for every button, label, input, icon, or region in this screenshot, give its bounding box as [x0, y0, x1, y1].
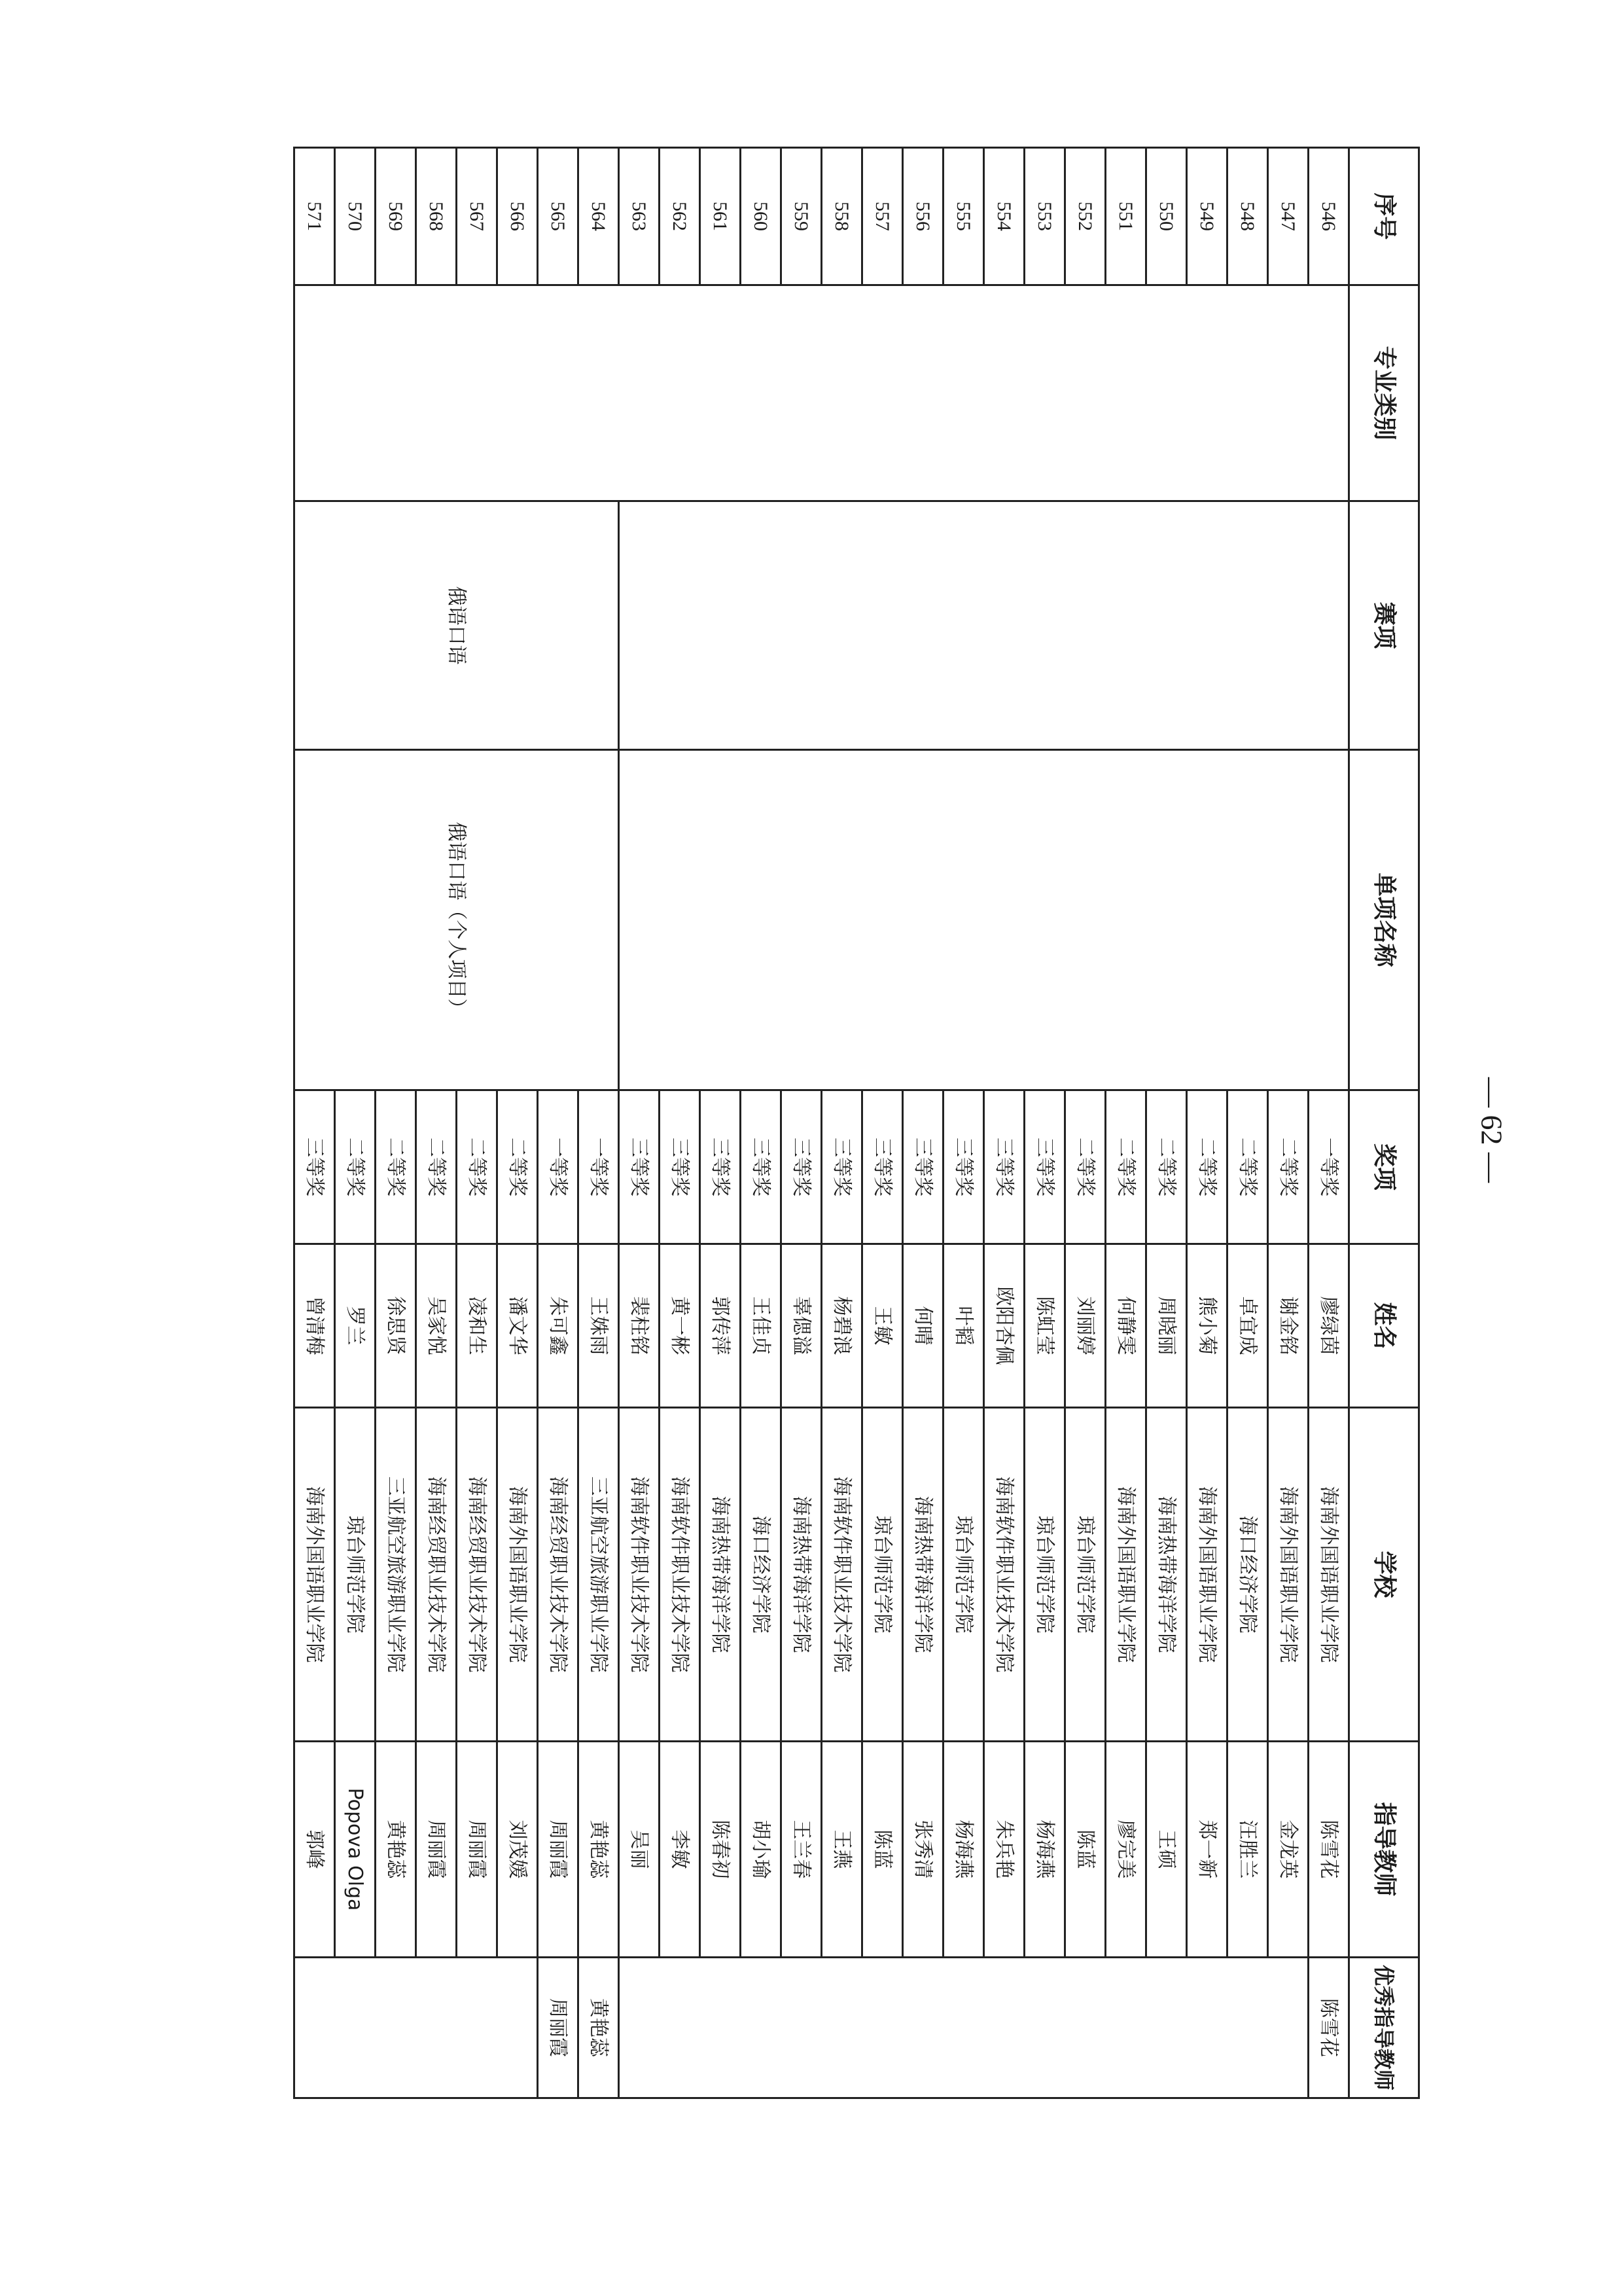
cell-teacher: 陈雪花	[1309, 1742, 1349, 1958]
cell-award: 二等奖	[497, 1090, 538, 1244]
cell-school: 海南软件职业技术学院	[660, 1408, 700, 1742]
cell-name: 王佳贞	[741, 1244, 781, 1408]
cell-school: 三亚航空旅游职业学院	[578, 1408, 619, 1742]
cell-seq: 554	[984, 148, 1025, 285]
cell-category	[294, 285, 1349, 501]
cell-teacher: 周丽霞	[457, 1742, 497, 1958]
cell-seq: 568	[416, 148, 457, 285]
cell-teacher: 周丽霞	[538, 1742, 578, 1958]
cell-seq: 560	[741, 148, 781, 285]
cell-seq: 553	[1025, 148, 1065, 285]
cell-excellent-empty-2	[294, 1958, 538, 2098]
cell-name: 黄一彬	[660, 1244, 700, 1408]
cell-seq: 563	[619, 148, 660, 285]
cell-teacher: 陈春初	[700, 1742, 741, 1958]
cell-seq: 566	[497, 148, 538, 285]
cell-name: 裴柱铭	[619, 1244, 660, 1408]
cell-name: 叶韬	[944, 1244, 984, 1408]
cell-teacher: 汪胜兰	[1227, 1742, 1268, 1958]
cell-school: 海南外国语职业学院	[497, 1408, 538, 1742]
cell-name: 欧阳杏佩	[984, 1244, 1025, 1408]
cell-teacher: 郭峰	[294, 1742, 335, 1958]
cell-award: 三等奖	[294, 1090, 335, 1244]
cell-school: 海南外国语职业学院	[1187, 1408, 1227, 1742]
cell-school: 海南热带海洋学院	[781, 1408, 822, 1742]
table-row	[1309, 148, 1349, 2098]
cell-name: 辜偲溢	[781, 1244, 822, 1408]
cell-name: 刘丽婷	[1065, 1244, 1106, 1408]
cell-award: 二等奖	[1065, 1090, 1106, 1244]
cell-seq: 559	[781, 148, 822, 285]
cell-teacher: 朱兵艳	[984, 1742, 1025, 1958]
cell-teacher: 杨海燕	[1025, 1742, 1065, 1958]
cell-teacher: 金龙英	[1268, 1742, 1309, 1958]
col-header-event: 赛项	[1349, 501, 1419, 750]
cell-excellent-g2a: 黄艳蕊	[578, 1958, 619, 2098]
cell-seq: 547	[1268, 148, 1309, 285]
cell-award: 三等奖	[984, 1090, 1025, 1244]
cell-name: 何晴	[903, 1244, 944, 1408]
cell-award: 二等奖	[1146, 1090, 1187, 1244]
cell-name: 陈虹莹	[1025, 1244, 1065, 1408]
cell-award: 二等奖	[376, 1090, 416, 1244]
cell-school: 海口经济学院	[741, 1408, 781, 1742]
cell-school: 琼台师范学院	[862, 1408, 903, 1742]
cell-name: 谢金铭	[1268, 1244, 1309, 1408]
page-number: — 62 —	[1475, 1077, 1509, 1183]
cell-event-group-1	[619, 501, 1349, 750]
cell-name: 廖绿茵	[1309, 1244, 1349, 1408]
cell-teacher: 黄艳蕊	[376, 1742, 416, 1958]
cell-seq: 561	[700, 148, 741, 285]
cell-award: 三等奖	[781, 1090, 822, 1244]
cell-teacher: 王硕	[1146, 1742, 1187, 1958]
cell-name: 吴家悦	[416, 1244, 457, 1408]
cell-award: 三等奖	[1025, 1090, 1065, 1244]
cell-name: 周晓丽	[1146, 1244, 1187, 1408]
cell-seq: 567	[457, 148, 497, 285]
cell-seq: 550	[1146, 148, 1187, 285]
cell-name: 杨碧浪	[822, 1244, 862, 1408]
cell-award: 二等奖	[457, 1090, 497, 1244]
cell-teacher: 王兰春	[781, 1742, 822, 1958]
cell-school: 琼台师范学院	[1065, 1408, 1106, 1742]
cell-teacher: 胡小瑜	[741, 1742, 781, 1958]
col-header-teacher: 指导教师	[1349, 1742, 1419, 1958]
cell-seq: 548	[1227, 148, 1268, 285]
cell-seq: 565	[538, 148, 578, 285]
cell-teacher: 黄艳蕊	[578, 1742, 619, 1958]
cell-award: 二等奖	[416, 1090, 457, 1244]
cell-school: 海南软件职业技术学院	[984, 1408, 1025, 1742]
cell-school: 琼台师范学院	[944, 1408, 984, 1742]
cell-name: 卓宜成	[1227, 1244, 1268, 1408]
cell-seq: 571	[294, 148, 335, 285]
col-header-excellent: 优秀指导教师	[1349, 1958, 1419, 2098]
cell-seq: 549	[1187, 148, 1227, 285]
cell-sub-event-group-2: 俄语口语（个人项目）	[294, 750, 619, 1090]
cell-name: 罗兰	[335, 1244, 376, 1408]
cell-teacher: 陈蓝	[862, 1742, 903, 1958]
cell-name: 徐思贤	[376, 1244, 416, 1408]
cell-teacher: 张秀清	[903, 1742, 944, 1958]
cell-award: 一等奖	[538, 1090, 578, 1244]
cell-seq: 556	[903, 148, 944, 285]
col-header-sub-event: 单项名称	[1349, 750, 1419, 1090]
cell-school: 琼台师范学院	[1025, 1408, 1065, 1742]
cell-name: 王敏	[862, 1244, 903, 1408]
cell-school: 海南热带海洋学院	[700, 1408, 741, 1742]
cell-name: 曾清梅	[294, 1244, 335, 1408]
col-header-award: 奖项	[1349, 1090, 1419, 1244]
cell-teacher: 李敏	[660, 1742, 700, 1958]
header-row	[1349, 148, 1419, 2098]
cell-name: 潘文华	[497, 1244, 538, 1408]
cell-name: 郭传萍	[700, 1244, 741, 1408]
cell-school: 海南外国语职业学院	[1268, 1408, 1309, 1742]
cell-award: 三等奖	[903, 1090, 944, 1244]
cell-seq: 552	[1065, 148, 1106, 285]
rotated-table-wrapper	[297, 147, 1420, 2097]
cell-school: 海南热带海洋学院	[1146, 1408, 1187, 1742]
cell-seq: 555	[944, 148, 984, 285]
cell-name: 王姝雨	[578, 1244, 619, 1408]
col-header-school: 学校	[1349, 1408, 1419, 1742]
cell-excellent-empty-1	[619, 1958, 1309, 2098]
cell-award: 三等奖	[822, 1090, 862, 1244]
cell-award: 三等奖	[660, 1090, 700, 1244]
cell-school: 海南外国语职业学院	[1106, 1408, 1146, 1742]
cell-seq: 557	[862, 148, 903, 285]
cell-award: 二等奖	[1268, 1090, 1309, 1244]
cell-teacher: 杨海燕	[944, 1742, 984, 1958]
cell-teacher: 王燕	[822, 1742, 862, 1958]
cell-name: 朱可鑫	[538, 1244, 578, 1408]
cell-school: 海南经贸职业技术学院	[457, 1408, 497, 1742]
cell-seq: 569	[376, 148, 416, 285]
cell-school: 海南经贸职业技术学院	[416, 1408, 457, 1742]
cell-award: 一等奖	[578, 1090, 619, 1244]
cell-school: 海南软件职业技术学院	[619, 1408, 660, 1742]
cell-seq: 558	[822, 148, 862, 285]
cell-award: 二等奖	[1187, 1090, 1227, 1244]
cell-teacher: 郑一新	[1187, 1742, 1227, 1958]
cell-event-group-2: 俄语口语	[294, 501, 619, 750]
cell-award: 二等奖	[1227, 1090, 1268, 1244]
awards-table	[293, 147, 1420, 2099]
cell-award: 二等奖	[335, 1090, 376, 1244]
cell-name: 凌和生	[457, 1244, 497, 1408]
cell-award: 三等奖	[862, 1090, 903, 1244]
cell-teacher: 陈蓝	[1065, 1742, 1106, 1958]
cell-award: 三等奖	[741, 1090, 781, 1244]
cell-award: 一等奖	[1309, 1090, 1349, 1244]
cell-seq: 570	[335, 148, 376, 285]
cell-name: 熊小菊	[1187, 1244, 1227, 1408]
col-header-category: 专业类别	[1349, 285, 1419, 501]
cell-name: 何静雯	[1106, 1244, 1146, 1408]
col-header-name: 姓名	[1349, 1244, 1419, 1408]
cell-school: 海口经济学院	[1227, 1408, 1268, 1742]
cell-school: 海南热带海洋学院	[903, 1408, 944, 1742]
col-header-seq: 序号	[1349, 148, 1419, 285]
cell-seq: 562	[660, 148, 700, 285]
cell-school: 海南软件职业技术学院	[822, 1408, 862, 1742]
cell-school: 海南经贸职业技术学院	[538, 1408, 578, 1742]
cell-school: 海南外国语职业学院	[294, 1408, 335, 1742]
cell-seq: 564	[578, 148, 619, 285]
cell-teacher: 吴丽	[619, 1742, 660, 1958]
cell-award: 二等奖	[1106, 1090, 1146, 1244]
cell-teacher: 廖完美	[1106, 1742, 1146, 1958]
cell-seq: 546	[1309, 148, 1349, 285]
cell-seq: 551	[1106, 148, 1146, 285]
cell-sub-event-group-1	[619, 750, 1349, 1090]
cell-school: 琼台师范学院	[335, 1408, 376, 1742]
cell-award: 三等奖	[944, 1090, 984, 1244]
cell-school: 三亚航空旅游职业学院	[376, 1408, 416, 1742]
cell-school: 海南外国语职业学院	[1309, 1408, 1349, 1742]
cell-award: 三等奖	[619, 1090, 660, 1244]
cell-teacher: 周丽霞	[416, 1742, 457, 1958]
cell-award: 三等奖	[700, 1090, 741, 1244]
cell-teacher: Popova Olga	[335, 1742, 376, 1958]
cell-teacher: 刘茂媛	[497, 1742, 538, 1958]
cell-excellent-g1: 陈雪花	[1309, 1958, 1349, 2098]
cell-excellent-g2b: 周丽霞	[538, 1958, 578, 2098]
